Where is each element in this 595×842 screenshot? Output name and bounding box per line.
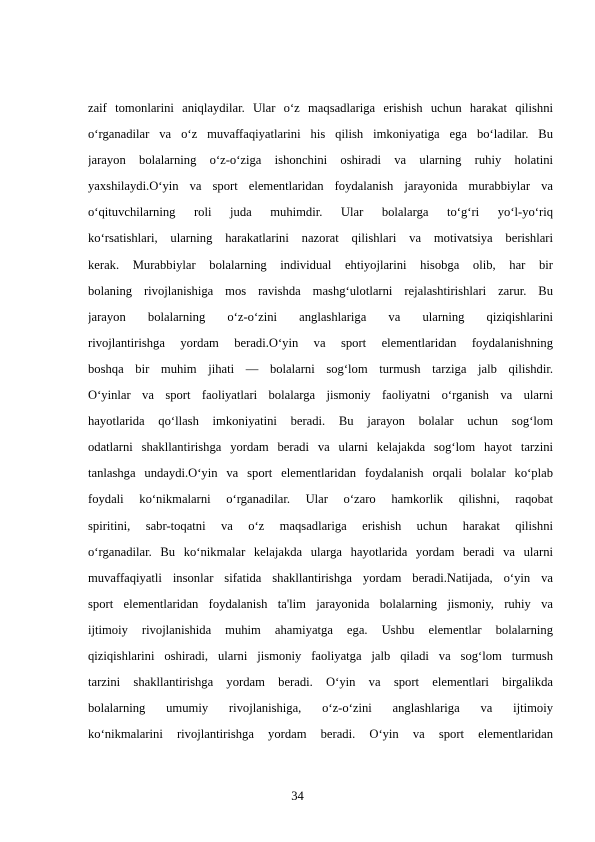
text-line: o‘rganadilar va o‘z muvaffaqiyatlarini his qilish imkoniyatiga ega bo‘ladilar. Bu: [88, 127, 553, 142]
text-line: hayotlarida qo‘llash imkoniyatini beradi. Bu jarayon bolalar uchun sog‘lom: [88, 414, 553, 429]
text-line: ko‘rsatishlari, ularning harakatlarini nazorat qilishlari va motivatsiya berishlari: [88, 231, 553, 246]
text-line: spiritini, sabr-toqatni va o‘z maqsadlariga erishish uchun harakat qilishni: [88, 518, 553, 533]
text-line: yaxshilaydi.O‘yin va sport elementlaridan foydalanish jarayonida murabbiylar va: [88, 179, 553, 194]
text-line: jarayon bolalarning o‘z-o‘ziga ishonchini oshiradi va ularning ruhiy holatini: [88, 153, 553, 168]
text-line: ko‘nikmalarini rivojlantirishga yordam beradi. O‘yin va sport elementlaridan: [88, 727, 553, 742]
text-line: jarayon bolalarning o‘z-o‘zini anglashlariga va ularning qiziqishlarini: [88, 309, 553, 324]
text-line: tanlashga undaydi.O‘yin va sport elementlaridan foydalanish orqali bolalar ko‘plab: [88, 466, 553, 481]
text-line: ijtimoiy rivojlanishida muhim ahamiyatga ega. Ushbu elementlar bolalarning: [88, 622, 553, 637]
text-line: o‘qituvchilarning roli juda muhimdir. Ular bolalarga to‘g‘ri yo‘l-yo‘riq: [88, 205, 553, 220]
text-line: bolalarning umumiy rivojlanishiga, o‘z-o‘zini anglashlariga va ijtimoiy: [88, 701, 553, 716]
text-line: bolaning rivojlanishiga mos ravishda mashg‘ulotlarni rejalashtirishlari zarur. Bu: [88, 283, 553, 298]
text-line: rivojlantirishga yordam beradi.O‘yin va sport elementlaridan foydalanishning: [88, 335, 553, 350]
text-line: sport elementlaridan foydalanish ta'lim jarayonida bolalarning jismoniy, ruhiy va: [88, 596, 553, 611]
text-line: o‘rganadilar. Bu ko‘nikmalar kelajakda ularga hayotlarida yordam beradi va ularni: [88, 544, 553, 559]
page-number: 34: [291, 789, 304, 803]
text-line: tarzini shakllantirishga yordam beradi. O‘yin va sport elementlari birgalikda: [88, 675, 553, 690]
text-line: zaif tomonlarini aniqlaydilar. Ular o‘z maqsadlariga erishish uchun harakat qilishni: [88, 101, 553, 115]
text-line: boshqa bir muhim jihati — bolalarni sog‘lom turmush tarziga jalb qilishdir.: [88, 361, 553, 376]
text-line: O‘yinlar va sport faoliyatlari bolalarga jismoniy faoliyatni o‘rganish va ularni: [88, 388, 553, 403]
text-line: kerak. Murabbiylar bolalarning individual ehtiyojlarini hisobga olib, har bir: [88, 257, 553, 272]
text-line: muvaffaqiyatli insonlar sifatida shakllantirishga yordam beradi.Natijada, o‘yin va: [88, 570, 553, 585]
text-line: foydali ko‘nikmalarni o‘rganadilar. Ular o‘zaro hamkorlik qilishni, raqobat: [88, 492, 553, 507]
text-line: odatlarni shakllantirishga yordam beradi va ularni kelajakda sog‘lom hayot tarzini: [88, 440, 553, 455]
body-text: [88, 95, 553, 747]
text-line: qiziqishlarini oshiradi, ularni jismoniy faoliyatga jalb qiladi va sog‘lom turmush: [88, 648, 553, 663]
